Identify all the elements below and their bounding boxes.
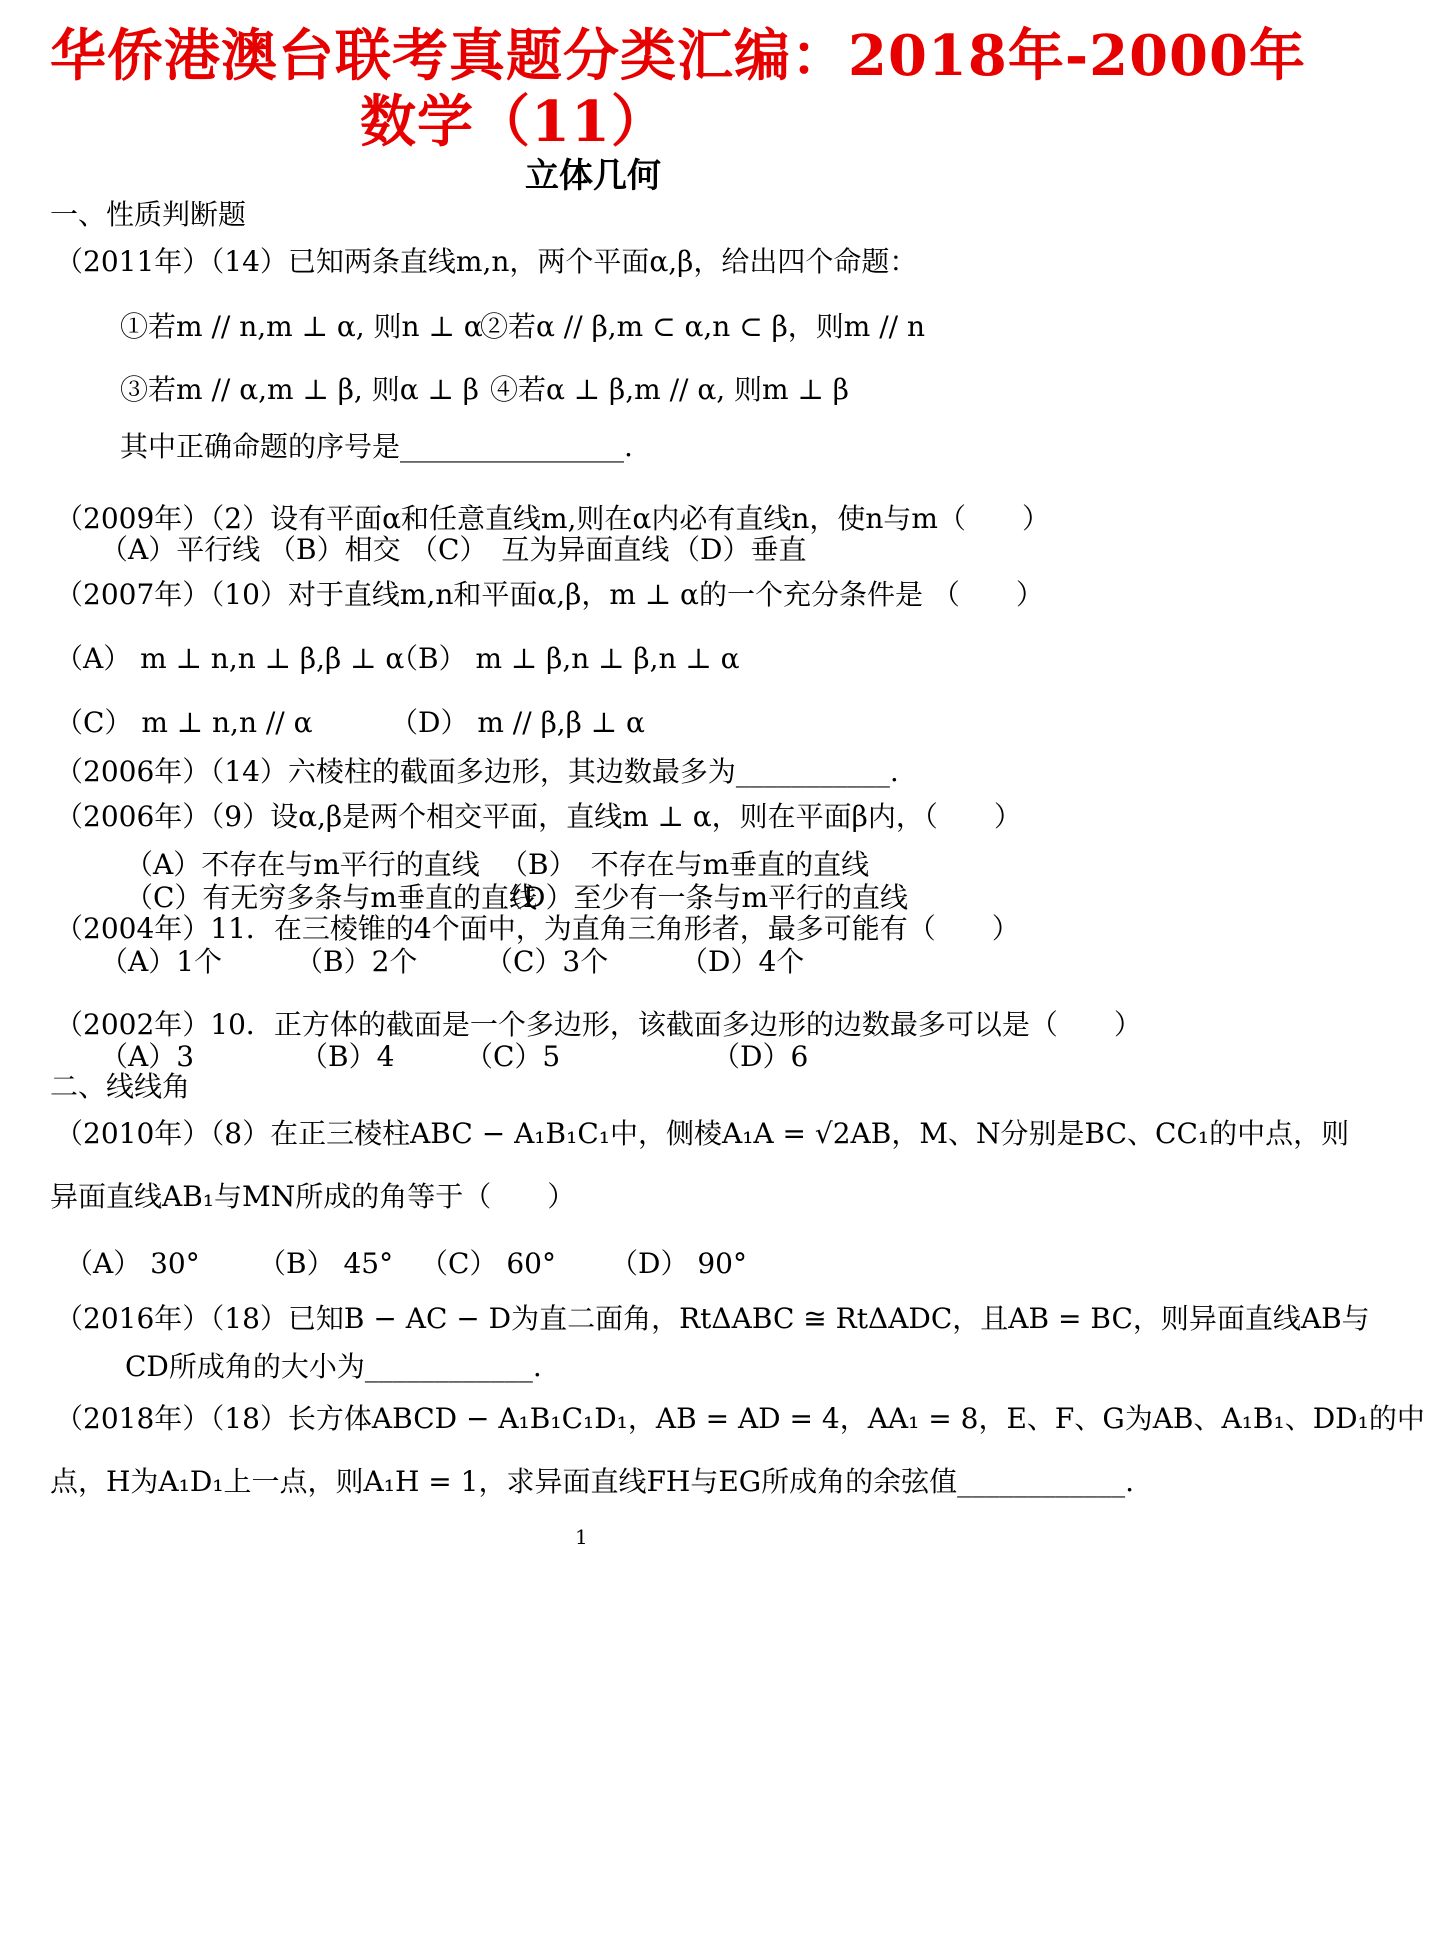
question-2006-9-option-a: （A）不存在与m平行的直线 [125, 848, 480, 881]
document-title-line2: 数学（11） [360, 89, 668, 155]
question-2002-stem: （2002年）10．正方体的截面是一个多边形，该截面多边形的边数最多可以是（ ） [55, 1008, 1142, 1041]
question-2007-option-c: （C） m ⊥ n,n // α [55, 706, 313, 739]
question-2011-stem: （2011年）（14）已知两条直线m,n，两个平面α,β，给出四个命题： [55, 245, 918, 278]
section-heading-properties: 一、性质判断题 [50, 198, 247, 231]
question-2011-proposition-4: ④若α ⊥ β,m // α, 则m ⊥ β [490, 373, 849, 406]
question-2006-9-option-c: （C）有无穷多条与m垂直的直线 [125, 881, 537, 914]
question-2002-option-b: （B）4 [300, 1040, 395, 1073]
question-2006-9-option-b: （B） 不存在与m垂直的直线 [500, 848, 870, 881]
question-2006-9-stem: （2006年）（9）设α,β是两个相交平面，直线m ⊥ α，则在平面β内，（ ） [55, 800, 1022, 833]
document-subtitle: 立体几何 [525, 156, 661, 196]
question-2009-option-c: （C） 互为异面直线 [410, 533, 670, 566]
question-2010-option-d: （D） 90° [610, 1247, 747, 1280]
question-2010-option-a: （A） 30° [65, 1247, 200, 1280]
section-heading-line-angle: 二、线线角 [50, 1070, 191, 1103]
question-2006-9-option-d: （D）至少有一条与m平行的直线 [495, 881, 909, 914]
question-2002-option-d: （D）6 [712, 1040, 809, 1073]
question-2009-option-d: （D）垂直 [672, 533, 807, 566]
page-number: 1 [575, 1525, 588, 1549]
document-title: 华侨港澳台联考真题分类汇编：2018年-2000年 [50, 23, 1306, 89]
question-2004-option-c: （C）3个 [485, 945, 609, 978]
question-2010-stem: （2010年）（8）在正三棱柱ABC − A₁B₁C₁中，侧棱A₁A = √2AB，M、N分别是BC、CC₁的中点，则 [55, 1117, 1350, 1150]
question-2004-option-b: （B）2个 [295, 945, 418, 978]
question-2007-stem: （2007年）（10）对于直线m,n和平面α,β，m ⊥ α的一个充分条件是 （ ） [55, 578, 1044, 611]
question-2004-option-d: （D）4个 [680, 945, 805, 978]
question-2016-stem-cont: CD所成角的大小为____________. [125, 1350, 542, 1383]
question-2007-option-d: （D） m // β,β ⊥ α [390, 706, 645, 739]
question-2016-stem: （2016年）（18）已知B − AC − D为直二面角，RtΔABC ≅ RtΔADC，且AB = BC，则异面直线AB与 [55, 1302, 1370, 1335]
question-2011-ask: 其中正确命题的序号是________________. [120, 430, 633, 463]
question-2009-option-a: （A）平行线 [100, 533, 261, 566]
question-2006-14-stem: （2006年）（14）六棱柱的截面多边形，其边数最多为___________. [55, 755, 899, 788]
question-2011-proposition-2: ②若α // β,m ⊂ α,n ⊂ β，则m // n [480, 310, 926, 343]
question-2007-option-a: （A） m ⊥ n,n ⊥ β,β ⊥ α [55, 642, 405, 675]
question-2011-proposition-1: ①若m // n,m ⊥ α, 则n ⊥ α [120, 310, 483, 343]
question-2004-option-a: （A）1个 [100, 945, 223, 978]
question-2018-stem-cont: 点，H为A₁D₁上一点，则A₁H = 1，求异面直线FH与EG所成角的余弦值____________. [50, 1465, 1135, 1498]
question-2002-option-c: （C）5 [465, 1040, 561, 1073]
question-2009-stem: （2009年）（2）设有平面α和任意直线m,则在α内必有直线n，使n与m（ ） [55, 502, 1050, 535]
question-2009-option-b: （B）相交 [268, 533, 401, 566]
question-2004-stem: （2004年）11．在三棱锥的4个面中，为直角三角形者，最多可能有（ ） [55, 912, 1020, 945]
question-2011-proposition-3: ③若m // α,m ⊥ β, 则α ⊥ β [120, 373, 479, 406]
question-2007-option-b: （B） m ⊥ β,n ⊥ β,n ⊥ α [390, 642, 740, 675]
question-2010-option-c: （C） 60° [420, 1247, 556, 1280]
question-2002-option-a: （A）3 [100, 1040, 195, 1073]
question-2010-stem-cont: 异面直线AB₁与MN所成的角等于（ ） [50, 1180, 576, 1213]
question-2018-stem: （2018年）（18）长方体ABCD − A₁B₁C₁D₁，AB = AD = 4，AA₁ = 8，E、F、G为AB、A₁B₁、DD₁的中 [55, 1402, 1425, 1435]
question-2010-option-b: （B） 45° [258, 1247, 394, 1280]
